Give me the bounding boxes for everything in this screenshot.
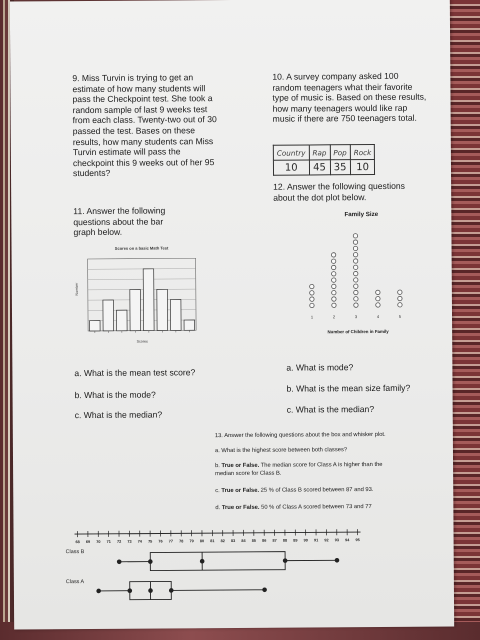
dot — [332, 297, 336, 301]
bar — [184, 320, 195, 330]
number-line-label: 93 — [334, 538, 339, 543]
dot-plot — [293, 221, 424, 340]
box-plot — [65, 527, 372, 609]
q13-c-prefix: c. — [215, 488, 222, 495]
q9-line: random sample of last 9 weeks test — [72, 103, 208, 115]
box-plot-series — [66, 547, 340, 600]
dot — [398, 303, 402, 307]
bar-chart-bars — [89, 269, 194, 333]
dot — [398, 290, 402, 294]
true-false-label: True or False. — [221, 462, 260, 470]
q9-line: Turvin estimate will pass the — [72, 146, 181, 158]
dot — [354, 271, 358, 275]
dot-plot-tick-label: 2 — [332, 314, 336, 320]
box-series-label: Class A — [65, 579, 85, 586]
number-line-label: 78 — [179, 539, 184, 544]
number-line-label: 94 — [345, 538, 350, 543]
number-line-label: 85 — [251, 538, 257, 543]
table-cell: 45 — [309, 160, 330, 175]
dot — [354, 284, 358, 288]
q13-part-a: a. What is the highest score between both classes? — [214, 447, 348, 455]
q13-b-text: The median score for Class A is higher than the — [259, 461, 383, 469]
q13-b-prefix: b. — [215, 463, 222, 470]
dot-plot-tick-label: 1 — [310, 314, 314, 320]
q9-line: students? — [72, 168, 111, 179]
question-11 — [73, 205, 223, 238]
dot-plot-dots — [309, 233, 402, 307]
q12-question-a: a. What is mode? — [286, 362, 354, 373]
gridline — [88, 279, 196, 280]
dot-plot-tick-label: 5 — [398, 313, 402, 319]
dot — [353, 240, 357, 244]
box-q3-point — [169, 588, 174, 593]
music-survey-table — [273, 144, 376, 176]
bar — [103, 300, 114, 331]
q12-line: 12. Answer the following questions — [273, 180, 406, 192]
worksheet-page — [10, 0, 454, 630]
bar — [116, 310, 127, 331]
box-median-point — [200, 559, 205, 564]
bar-chart — [69, 240, 205, 347]
q13-d-text: 50 % of Class A scored between 73 and 77 — [259, 504, 372, 511]
dot — [353, 246, 357, 250]
number-line-label: 80 — [199, 539, 205, 544]
number-line — [75, 532, 361, 534]
dot — [354, 297, 358, 301]
table-header: Rock — [350, 144, 375, 159]
dot — [354, 290, 358, 294]
q11-line: graph below. — [73, 226, 123, 238]
dot — [353, 259, 357, 263]
dot — [376, 290, 380, 294]
dot — [310, 297, 314, 301]
box-whisker — [171, 590, 264, 591]
bar — [170, 299, 181, 330]
q10-line: music if there are 750 teenagers total. — [272, 113, 417, 125]
dot — [332, 284, 336, 288]
number-line-label: 86 — [262, 538, 267, 543]
q9-line: passed the test. Bases on these — [72, 125, 196, 137]
dot-plot-title: Family Size — [344, 210, 379, 219]
number-line-label: 75 — [148, 539, 153, 544]
box-q1-point — [148, 559, 153, 564]
number-line-label: 74 — [137, 539, 142, 544]
box-min-point — [117, 559, 122, 564]
question-9 — [72, 72, 248, 179]
q9-line: from each class. Twenty-two out of 30 — [72, 114, 217, 126]
number-line-label: 82 — [220, 539, 225, 544]
box-series-label: Class B — [65, 549, 85, 556]
dot — [376, 296, 380, 300]
number-line-label: 77 — [168, 539, 174, 544]
table-cell: 35 — [330, 160, 350, 175]
q13-part-c — [215, 485, 455, 495]
number-line-label: 89 — [293, 538, 298, 543]
dot — [332, 303, 336, 307]
bar-chart-ylabel: Number — [74, 282, 79, 296]
q12-question-c: c. What is the median? — [286, 404, 375, 415]
number-line-label: 81 — [210, 539, 215, 544]
q13-part-b — [215, 460, 455, 478]
number-line-label: 91 — [313, 538, 319, 543]
q13-intro: 13. Answer the following questions about the box and whisker plot. — [214, 431, 386, 440]
q10-line: random teenagers what their favorite — [272, 81, 413, 93]
question-12 — [273, 180, 451, 202]
bar — [90, 321, 101, 331]
number-line-label: 68 — [75, 540, 80, 545]
q13-part-d — [215, 502, 455, 512]
table-header: Pop — [330, 145, 350, 160]
number-line-label: 79 — [189, 539, 194, 544]
dot — [353, 265, 357, 269]
dot — [332, 278, 336, 282]
dot-plot-axis — [311, 314, 402, 320]
bar-chart-title: Scores on a basic Math Test — [114, 245, 169, 251]
q12-question-b: b. What is the mean size family? — [286, 382, 411, 394]
box-median-point — [148, 588, 153, 593]
box-max-point — [335, 558, 340, 563]
bar — [130, 289, 141, 330]
q10-line: type of music is. Based on these results, — [272, 91, 427, 103]
true-false-label: True or False. — [221, 504, 260, 512]
q13-b-text-2: median score for Class B. — [215, 471, 282, 478]
number-line-label: 88 — [282, 538, 288, 543]
q9-line: results, how many students can Miss — [72, 135, 214, 147]
q13-c-text: 25 % of Class B scored between 87 and 93. — [259, 487, 374, 494]
number-line-label: 95 — [355, 538, 360, 543]
q10-line: 10. A survey company asked 100 — [272, 70, 399, 82]
number-line-label: 72 — [116, 539, 122, 544]
q9-line: pass the Checkpoint test. She took a — [72, 93, 213, 105]
dot — [376, 303, 380, 307]
bar — [157, 289, 168, 330]
table-cell: 10 — [273, 160, 309, 175]
box-q3-point — [283, 558, 288, 563]
number-line-label: 84 — [241, 538, 246, 543]
number-line-label: 76 — [158, 539, 163, 544]
number-line-label: 92 — [324, 538, 329, 543]
box-body — [150, 552, 285, 571]
number-line-label: 71 — [106, 539, 111, 544]
dot — [331, 265, 335, 269]
dot-plot-tick-label: 3 — [354, 314, 358, 320]
box-max-point — [262, 587, 267, 592]
dot — [353, 253, 357, 257]
q12-line: about the dot plot below. — [273, 191, 367, 203]
dot — [332, 290, 336, 294]
bar — [143, 269, 154, 331]
dot — [331, 259, 335, 263]
q11-question-c: c. What is the median? — [74, 409, 163, 421]
dot-plot-tick-label: 4 — [376, 313, 380, 319]
true-false-label: True or False. — [221, 487, 260, 495]
dot — [398, 296, 402, 300]
dot — [331, 253, 335, 257]
table-header: Country — [273, 145, 309, 160]
dot — [310, 284, 314, 288]
dot — [353, 234, 357, 238]
dot — [310, 303, 314, 307]
number-line-label: 87 — [272, 538, 277, 543]
dot — [310, 291, 314, 295]
q9-line: estimate of how many students will — [72, 82, 206, 94]
q9-line: 9. Miss Turvin is trying to get an — [72, 72, 194, 84]
table-header: Rap — [309, 145, 330, 160]
gridline — [88, 269, 196, 270]
dot — [332, 272, 336, 276]
q13-d-prefix: d. — [215, 505, 222, 512]
gridline — [88, 289, 196, 290]
number-line-label: 73 — [127, 539, 132, 544]
dot — [354, 303, 358, 307]
question-10 — [272, 70, 450, 124]
bar-chart-xlabel: Scores — [136, 339, 148, 344]
box-q1-point — [127, 588, 132, 593]
box-plot-axis — [75, 529, 361, 544]
q10-line: how many teenagers would like rap — [272, 102, 408, 114]
q11-question-b: b. What is the mode? — [74, 389, 156, 401]
q11-line: questions about the bar — [73, 216, 164, 227]
table-cell: 10 — [350, 159, 375, 174]
q11-line: 11. Answer the following — [73, 205, 166, 217]
number-line-label: 69 — [85, 539, 91, 545]
number-line-label: 90 — [303, 538, 308, 543]
box-min-point — [96, 589, 101, 594]
dot — [354, 278, 358, 282]
number-line-label: 83 — [231, 538, 236, 544]
dot-plot-xlabel: Number of Children in Family — [327, 328, 389, 335]
q9-line: checkpoint this 9 weeks out of her 95 — [72, 156, 215, 168]
q11-question-a: a. What is the mean test score? — [74, 367, 196, 379]
number-line-label: 70 — [96, 539, 101, 544]
